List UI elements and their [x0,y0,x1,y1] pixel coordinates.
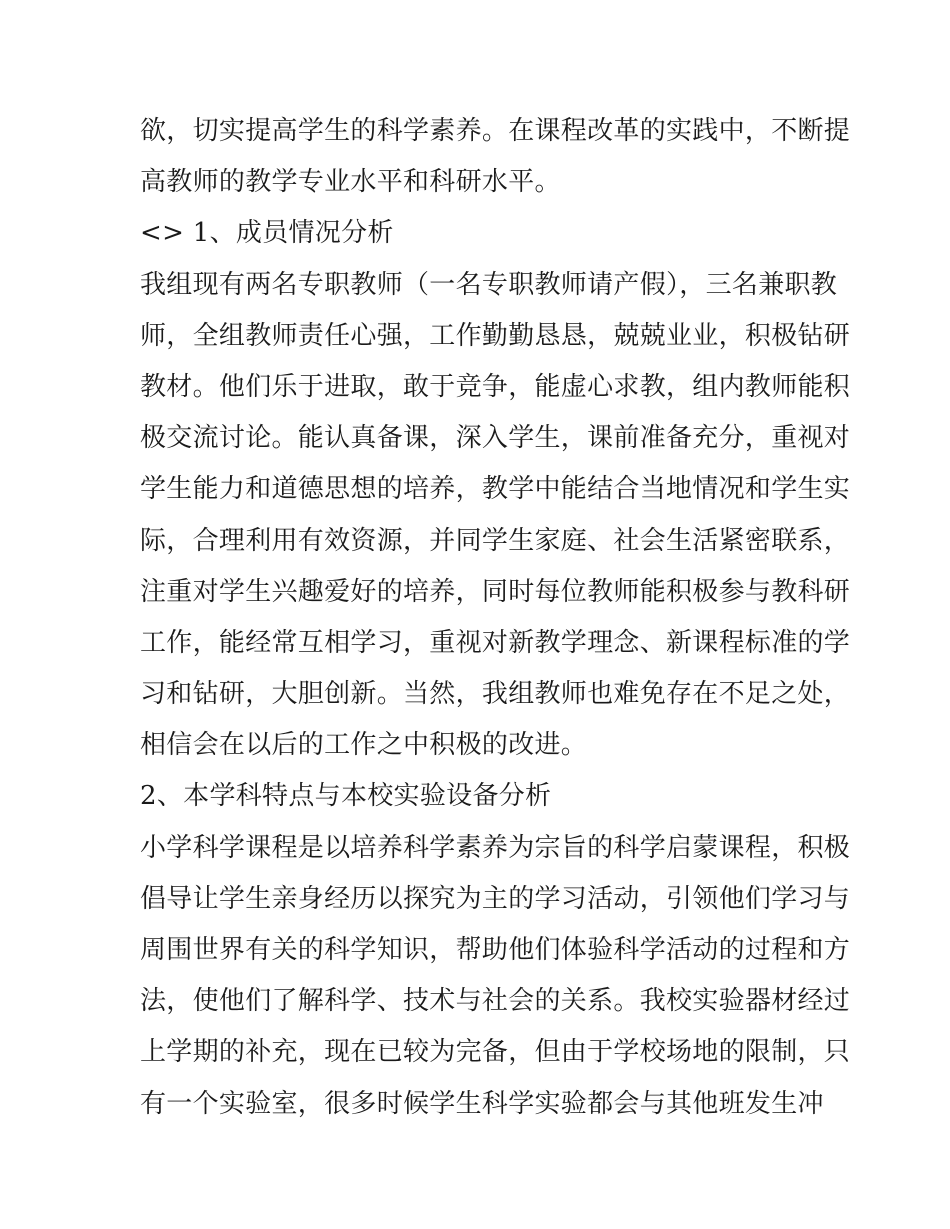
paragraph-line: 周围世界有关的科学知识，帮助他们体验科学活动的过程和方 [140,935,851,965]
paragraph-line: 法，使他们了解科学、技术与社会的关系。我校实验器材经过 [140,986,851,1017]
paragraph-line: 欲，切实提高学生的科学素养。在课程改革的实践中，不断提 [140,116,851,146]
paragraph-line: 师，全组教师责任心强，工作勤勤恳恳，兢兢业业，积极钻研 [140,320,851,351]
paragraph-line: 有一个实验室，很多时候学生科学实验都会与其他班发生冲 [140,1088,824,1119]
paragraph-line: 高教师的教学专业水平和科研水平。 [140,167,561,198]
paragraph-line: 际，合理利用有效资源，并同学生家庭、社会生活紧密联系， [140,525,851,556]
paragraph-line: 教材。他们乐于进取，敢于竞争，能虚心求教，组内教师能积 [140,371,851,402]
section-heading: <> 1、成员情况分析 [140,218,394,249]
section-heading: 2、本学科特点与本校实验设备分析 [140,781,552,812]
paragraph-line: 习和钻研，大胆创新。当然，我组教师也难免存在不足之处， [140,679,851,710]
paragraph-line: 我组现有两名专职教师（一名专职教师请产假），三名兼职教 [140,269,838,300]
paragraph-line: 小学科学课程是以培养科学素养为宗旨的科学启蒙课程，积极 [140,832,851,863]
paragraph-line: 工作，能经常互相学习，重视对新教学理念、新课程标准的学 [140,627,851,658]
paragraph-line: 相信会在以后的工作之中积极的改进。 [140,730,588,761]
paragraph-line: 注重对学生兴趣爱好的培养，同时每位教师能积极参与教科研 [140,576,851,607]
paragraph-line: 倡导让学生亲身经历以探究为主的学习活动，引领他们学习与 [140,883,851,914]
body-text [140,106,851,1130]
paragraph-line: 学生能力和道德思想的培养，教学中能结合当地情况和学生实 [140,474,851,505]
paragraph-line: 极交流讨论。能认真备课，深入学生，课前准备充分，重视对 [140,423,851,454]
paragraph-line: 上学期的补充，现在已较为完备，但由于学校场地的限制，只 [140,1037,851,1068]
